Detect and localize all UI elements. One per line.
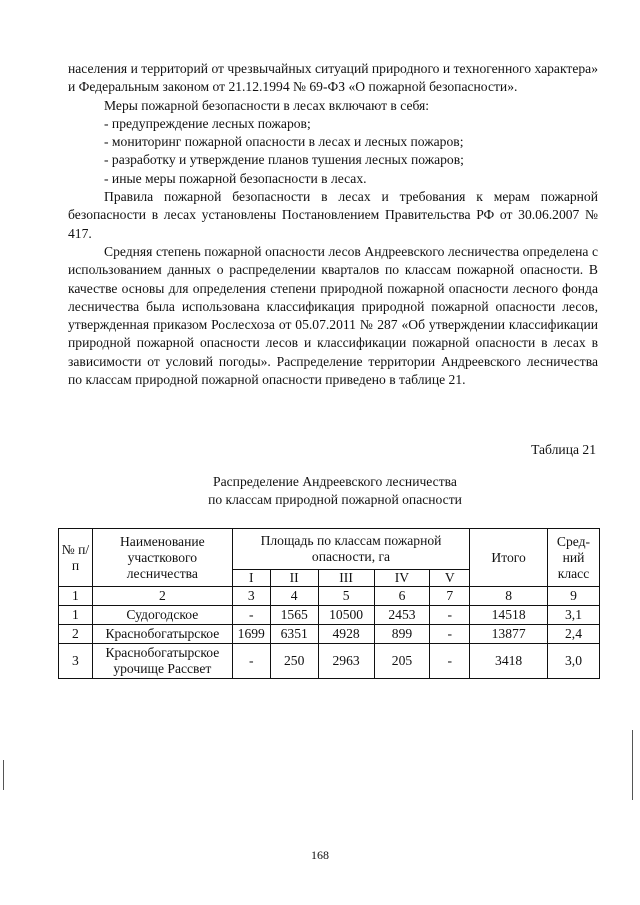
column-number: 7 xyxy=(430,587,470,606)
cell-class-2: 6351 xyxy=(270,625,318,644)
cell-class-5: - xyxy=(430,606,470,625)
cell-class-5: - xyxy=(430,644,470,679)
cell-class-3: 2963 xyxy=(318,644,374,679)
cell-num: 3 xyxy=(59,644,93,679)
page-number: 168 xyxy=(311,848,329,862)
measure-item: - разработку и утверждение планов тушения лесных пожаров; xyxy=(104,152,464,168)
measures-intro: Меры пожарной безопасности в лесах включают в себя: xyxy=(104,97,430,113)
cell-class-2: 250 xyxy=(270,644,318,679)
rules-paragraph: Правила пожарной безопасности в лесах и требования к мерам пожарной безопасности в лесах установлены Постановлением Правительства РФ от 30.06.2007 № 417. xyxy=(68,189,598,241)
table-row xyxy=(59,625,600,644)
cell-name: Краснобогатырское xyxy=(92,625,232,644)
cell-total: 3418 xyxy=(470,644,548,679)
measure-item: - иные меры пожарной безопасности в лесах. xyxy=(104,170,367,186)
body-text xyxy=(68,60,598,389)
table-title xyxy=(120,473,550,510)
cell-class-1: - xyxy=(232,644,270,679)
header-class: IV xyxy=(374,570,430,587)
header-area-group: Площадь по классам пожарной опасности, га xyxy=(232,529,469,570)
cell-avg: 3,0 xyxy=(548,644,600,679)
cell-class-3: 10500 xyxy=(318,606,374,625)
column-number: 8 xyxy=(470,587,548,606)
measure-item: - мониторинг пожарной опасности в лесах и лесных пожаров; xyxy=(104,134,464,150)
header-avg: Сред- ний класс xyxy=(548,529,600,587)
cell-num: 2 xyxy=(59,625,93,644)
table-title-line: Распределение Андреевского лесничества xyxy=(213,474,457,489)
cell-total: 14518 xyxy=(470,606,548,625)
cell-class-1: - xyxy=(232,606,270,625)
table-label: Таблица 21 xyxy=(531,442,596,457)
column-number-row xyxy=(59,587,600,606)
cell-class-5: - xyxy=(430,625,470,644)
cell-class-4: 205 xyxy=(374,644,430,679)
column-number: 2 xyxy=(92,587,232,606)
cell-class-3: 4928 xyxy=(318,625,374,644)
table-row xyxy=(59,606,600,625)
scan-edge-mark xyxy=(632,730,633,800)
column-number: 5 xyxy=(318,587,374,606)
cell-class-4: 2453 xyxy=(374,606,430,625)
header-num: № п/п xyxy=(59,529,93,587)
header-class: V xyxy=(430,570,470,587)
cell-class-4: 899 xyxy=(374,625,430,644)
cell-avg: 3,1 xyxy=(548,606,600,625)
header-class: I xyxy=(232,570,270,587)
column-number: 1 xyxy=(59,587,93,606)
fire-class-table xyxy=(58,528,600,679)
cell-name: Краснобогатырское урочище Рассвет xyxy=(92,644,232,679)
cell-avg: 2,4 xyxy=(548,625,600,644)
cell-name: Судогодское xyxy=(92,606,232,625)
table-row xyxy=(59,644,600,679)
header-total: Итого xyxy=(470,529,548,587)
cell-class-2: 1565 xyxy=(270,606,318,625)
scan-edge-mark xyxy=(3,760,4,790)
column-number: 9 xyxy=(548,587,600,606)
header-name: Наименование участкового лесничества xyxy=(92,529,232,587)
cell-num: 1 xyxy=(59,606,93,625)
column-number: 6 xyxy=(374,587,430,606)
cell-total: 13877 xyxy=(470,625,548,644)
header-class: III xyxy=(318,570,374,587)
measure-item: - предупреждение лесных пожаров; xyxy=(104,115,311,131)
cell-class-1: 1699 xyxy=(232,625,270,644)
table-title-line: по классам природной пожарной опасности xyxy=(208,492,462,508)
column-number: 4 xyxy=(270,587,318,606)
header-class: II xyxy=(270,570,318,587)
paragraph-continuation: населения и территорий от чрезвычайных ситуаций природного и техногенного характера» и Федеральным законом от 21.12.1994 № 69-ФЗ «О пожарной безопасности». xyxy=(68,61,598,95)
column-number: 3 xyxy=(232,587,270,606)
degree-paragraph: Средняя степень пожарной опасности лесов Андреевского лесничества определена с использованием данных о распределении кварталов по классам пожарной опасности. В качестве основы для определения степени природной пожарной опасности лесного фонда лесничества была использована классификация природной пожарной опасности лесов, утвержденная приказом Рослесхоза от 05.07.2011 № 287 «Об утверждении классификации природной пожарной опасности лесов и классификации пожарной опасности в лесах в зависимости от условий погоды». Распределение территории Андреевского лесничества по классам природной пожарной опасности приведено в таблице 21. xyxy=(68,243,598,388)
